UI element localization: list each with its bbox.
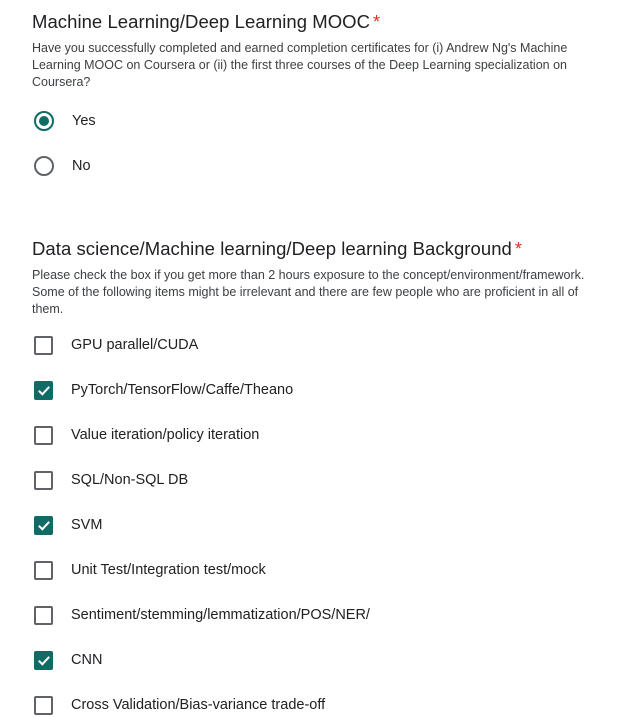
checkbox-checked-icon[interactable] (34, 651, 53, 670)
question-title-text: Machine Learning/Deep Learning MOOC (32, 11, 371, 32)
checkbox-option-label: SQL/Non-SQL DB (71, 472, 189, 488)
checkbox-option-label: Sentiment/stemming/lemmatization/POS/NER/ (71, 607, 370, 623)
checkbox-unchecked-icon[interactable] (34, 606, 53, 625)
radio-option-no[interactable] (32, 150, 623, 181)
checkbox-option-label: CNN (71, 652, 103, 668)
page-title (32, 10, 623, 34)
required-asterisk: * (373, 12, 381, 32)
checkbox-unchecked-icon[interactable] (34, 336, 53, 355)
checkbox-option-label: Cross Validation/Bias-variance trade-off (71, 697, 326, 713)
checkbox-option-label: Unit Test/Integration test/mock (71, 562, 266, 578)
question-description: Please check the box if you get more than 2 hours exposure to the concept/environment/framework. Some of the following items might be irrelevant and there are few people who are proficient in all of them. (32, 268, 585, 316)
checkbox-option-value-iteration[interactable] (32, 422, 623, 448)
checkbox-option-svm[interactable] (32, 512, 623, 538)
question-title-text: Data science/Machine learning/Deep learning Background (32, 238, 512, 259)
checkbox-unchecked-icon[interactable] (34, 471, 53, 490)
question-title (32, 237, 623, 261)
checkbox-option-label: Value iteration/policy iteration (71, 427, 260, 443)
question-mooc (32, 0, 623, 181)
checkbox-option-nlp[interactable] (32, 602, 623, 628)
radio-option-label: No (72, 157, 91, 174)
checkbox-option-label: GPU parallel/CUDA (71, 337, 199, 353)
checkbox-checked-icon[interactable] (34, 381, 53, 400)
checkbox-option-cross-validation[interactable] (32, 692, 623, 718)
checkbox-option-label: PyTorch/TensorFlow/Caffe/Theano (71, 382, 294, 398)
checkbox-option-gpu-parallel-cuda[interactable] (32, 332, 623, 358)
question-background (32, 181, 623, 718)
checkbox-unchecked-icon[interactable] (34, 426, 53, 445)
checkbox-unchecked-icon[interactable] (34, 561, 53, 580)
radio-group-mooc (32, 105, 623, 181)
checkbox-option-cnn[interactable] (32, 647, 623, 673)
required-asterisk: * (514, 239, 522, 259)
radio-selected-icon[interactable] (34, 111, 54, 131)
question-description: Have you successfully completed and earned completion certificates for (i) Andrew Ng's Machine Learning MOOC on Coursera or (ii) the first three courses of the Deep Learning specialization on Coursera? (32, 41, 568, 89)
checkbox-option-frameworks[interactable] (32, 377, 623, 403)
checkbox-option-label: SVM (71, 517, 103, 533)
radio-option-yes[interactable] (32, 105, 623, 136)
checkbox-checked-icon[interactable] (34, 516, 53, 535)
radio-unselected-icon[interactable] (34, 156, 54, 176)
radio-option-label: Yes (72, 112, 96, 129)
checkbox-group-background (32, 332, 623, 718)
checkbox-option-sql-db[interactable] (32, 467, 623, 493)
checkbox-unchecked-icon[interactable] (34, 696, 53, 715)
checkbox-option-unit-test[interactable] (32, 557, 623, 583)
